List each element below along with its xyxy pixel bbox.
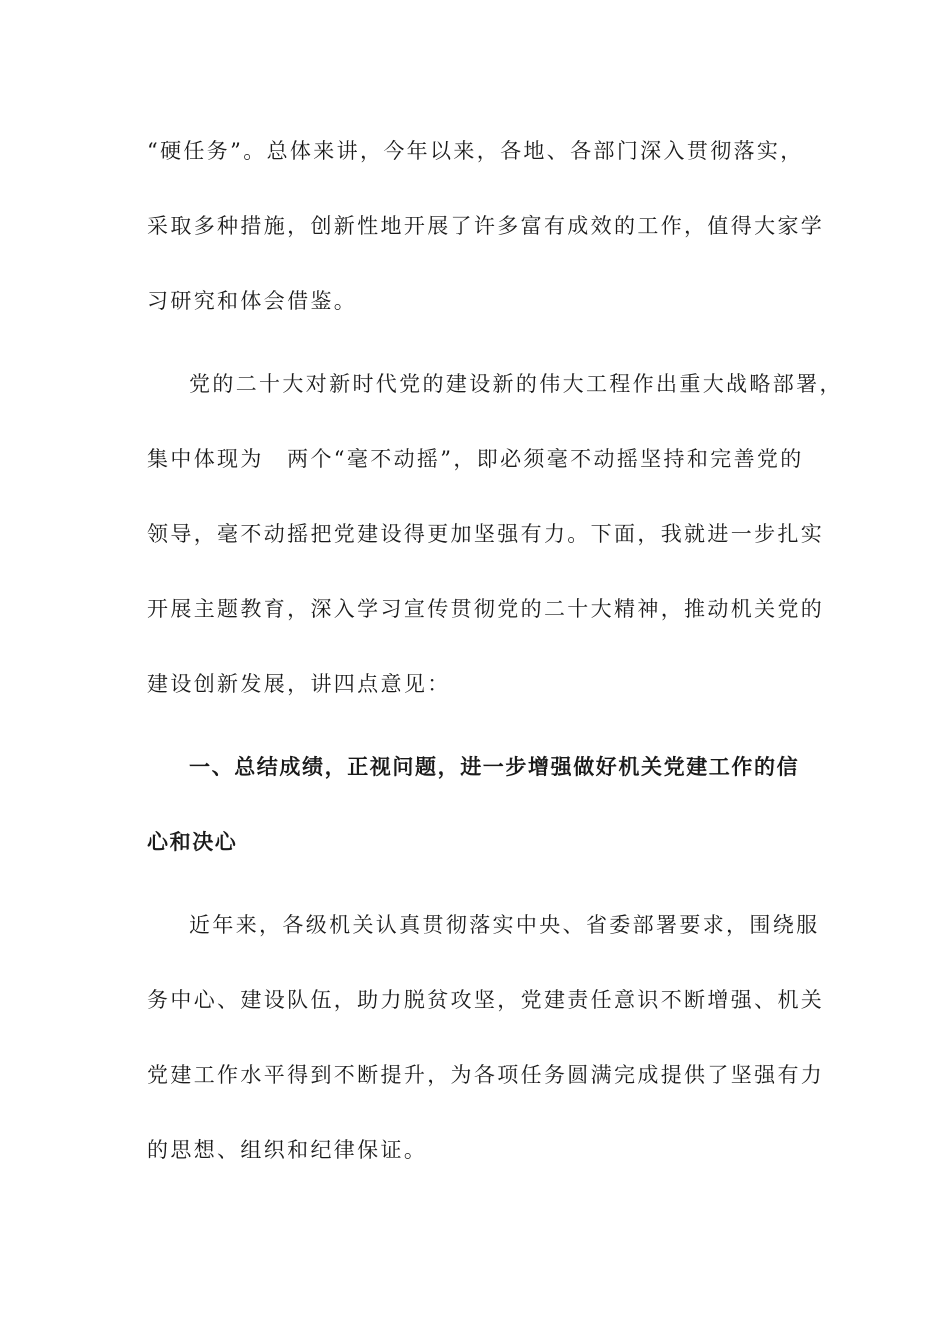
paragraph-1-line-3: 习研究和体会借鉴。	[147, 289, 358, 313]
paragraph-3-line-3: 党建工作水平得到不断提升，为各项任务圆满完成提供了坚强有力	[147, 1063, 825, 1087]
paragraph-2-line-5: 建设创新发展，讲四点意见：	[147, 672, 451, 696]
paragraph-3-line-1: 近年来，各级机关认真贯彻落实中央、省委部署要求，围绕服	[189, 913, 820, 937]
paragraph-3-line-2: 务中心、建设队伍，助力脱贫攻坚，党建责任意识不断增强、机关	[147, 988, 825, 1012]
paragraph-2-line-3: 领导，毫不动摇把党建设得更加坚强有力。下面，我就进一步扎实	[147, 522, 825, 546]
paragraph-2-line-1: 党的二十大对新时代党的建设新的伟大工程作出重大战略部署，	[189, 372, 843, 396]
paragraph-1-line-2: 采取多种措施，创新性地开展了许多富有成效的工作，值得大家学	[147, 214, 825, 238]
paragraph-2-line-4: 开展主题教育，深入学习宣传贯彻党的二十大精神，推动机关党的	[147, 597, 825, 621]
paragraph-2-line-2: 集中体现为 两个“毫不动摇”，即必须毫不动摇坚持和完善党的	[147, 447, 804, 471]
paragraph-3-line-4: 的思想、组织和纪律保证。	[147, 1138, 428, 1162]
section-heading-line-1: 一、总结成绩，正视问题，进一步增强做好机关党建工作的信	[189, 755, 800, 779]
section-heading-line-2: 心和决心	[147, 830, 238, 854]
paragraph-1-line-1: “硬任务”。总体来讲，今年以来，各地、各部门深入贯彻落实，	[147, 139, 804, 163]
